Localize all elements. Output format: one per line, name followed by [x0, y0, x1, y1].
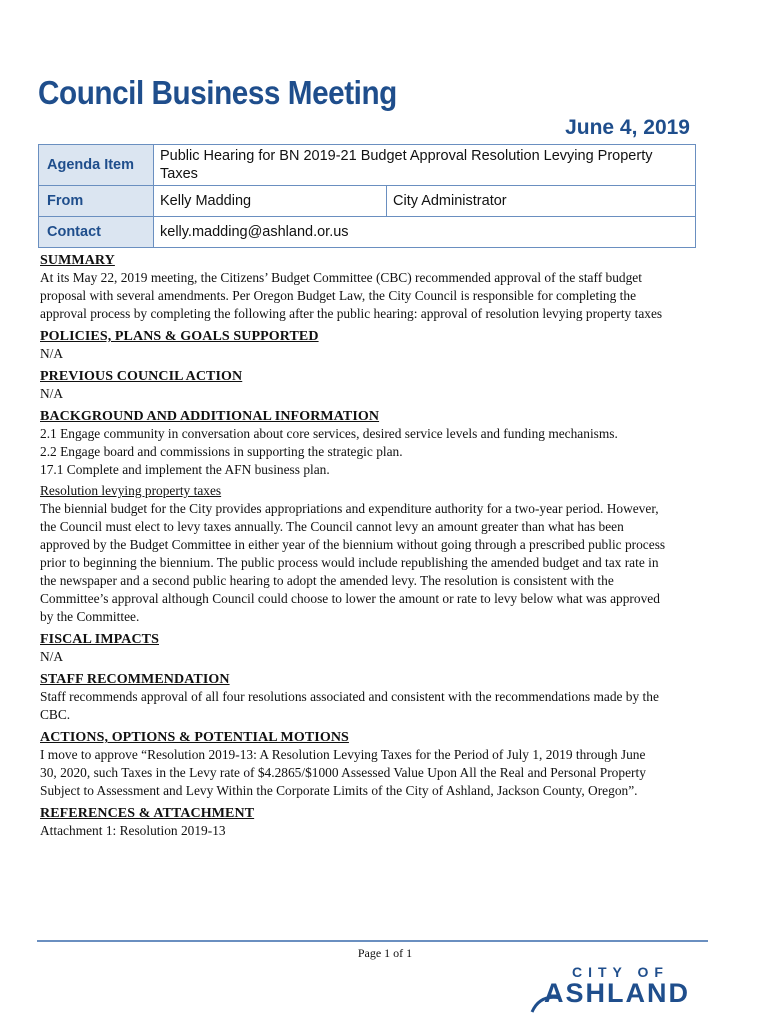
agenda-item-value-line1: Public Hearing for BN 2019-21 Budget Approval Resolution Levying Property [160, 148, 653, 164]
policies-text: N/A [40, 346, 64, 361]
from-title: City Administrator [387, 186, 696, 217]
background-paragraph-line: Committee’s approval although Council could choose to lower the amount or rate to levy below what was approved [40, 591, 660, 606]
background-line: 2.2 Engage board and commissions in supporting the strategic plan. [40, 444, 403, 459]
previous-action-heading: PREVIOUS COUNCIL ACTION [40, 369, 243, 384]
actions-line: Subject to Assessment and Levy Within the Corporate Limits of the City of Ashland, Jackson County, Oregon”. [40, 783, 638, 798]
contact-label: Contact [39, 217, 154, 248]
policies-heading: POLICIES, PLANS & GOALS SUPPORTED [40, 329, 319, 344]
contact-email: kelly.madding@ashland.or.us [154, 217, 696, 248]
previous-action-text: N/A [40, 386, 64, 401]
summary-heading: SUMMARY [40, 253, 115, 268]
agenda-item-value-line2: Taxes [160, 166, 198, 182]
actions-line: I move to approve “Resolution 2019-13: A Resolution Levying Taxes for the Period of July 1, 2019 through June [40, 747, 646, 762]
footer-divider [37, 940, 708, 942]
summary-line: approval process by completing the following after the public hearing: approval of resolution levying property taxes [40, 306, 663, 321]
background-paragraph-line: prior to beginning the biennium. The public process would include republishing the amended budget and tax rate in [40, 555, 659, 570]
agenda-item-value [154, 145, 696, 186]
references-text: Attachment 1: Resolution 2019-13 [40, 823, 226, 838]
from-label: From [39, 186, 154, 217]
document-body [40, 252, 746, 840]
city-logo [530, 964, 710, 1014]
staff-recommendation-line: Staff recommends approval of all four resolutions associated and consistent with the recommendations made by the [40, 689, 659, 704]
from-row [39, 186, 696, 217]
references-heading: REFERENCES & ATTACHMENT [40, 806, 255, 821]
background-paragraph-line: The biennial budget for the City provides appropriations and expenditure authority for a two-year period. However, [40, 501, 659, 516]
page-number: Page 1 of 1 [357, 946, 413, 960]
agenda-item-row [39, 145, 696, 186]
background-paragraph-line: the newspaper and a second public hearing to adopt the amended levy. The resolution is consistent with the [40, 573, 614, 588]
page-title: Council Business Meeting [38, 74, 397, 111]
from-name: Kelly Madding [154, 186, 387, 217]
logo-swoosh-icon [530, 990, 570, 1014]
agenda-info-table [38, 144, 696, 248]
meeting-date: June 4, 2019 [565, 116, 690, 139]
background-paragraph-line: by the Committee. [40, 609, 140, 624]
fiscal-impacts-heading: FISCAL IMPACTS [40, 632, 159, 647]
actions-line: 30, 2020, such Taxes in the Levy rate of $4.2865/$1000 Assessed Value Upon All the Real and Personal Property [40, 765, 646, 780]
fiscal-impacts-text: N/A [40, 649, 64, 664]
logo-ashland: ASHLAND [544, 978, 690, 1008]
staff-recommendation-line: CBC. [40, 707, 71, 722]
summary-line: At its May 22, 2019 meeting, the Citizens’ Budget Committee (CBC) recommended approval of the staff budget [40, 270, 642, 285]
summary-line: proposal with several amendments. Per Oregon Budget Law, the City Council is responsible for completing the [40, 288, 637, 303]
background-line: 2.1 Engage community in conversation about core services, desired service levels and funding mechanisms. [40, 426, 618, 441]
logo-city-of: CITY OF [572, 964, 669, 980]
background-paragraph-line: the Council must elect to levy taxes annually. The Council cannot levy an amount greater than what has been [40, 519, 624, 534]
background-heading: BACKGROUND AND ADDITIONAL INFORMATION [40, 409, 380, 424]
contact-row [39, 217, 696, 248]
background-line: 17.1 Complete and implement the AFN business plan. [40, 462, 330, 477]
staff-recommendation-heading: STAFF RECOMMENDATION [40, 672, 230, 687]
background-subheading: Resolution levying property taxes [40, 483, 222, 498]
agenda-item-label: Agenda Item [39, 145, 154, 186]
background-paragraph-line: approved by the Budget Committee in either year of the biennium without going through a prescribed public process [40, 537, 666, 552]
actions-heading: ACTIONS, OPTIONS & POTENTIAL MOTIONS [40, 730, 349, 745]
